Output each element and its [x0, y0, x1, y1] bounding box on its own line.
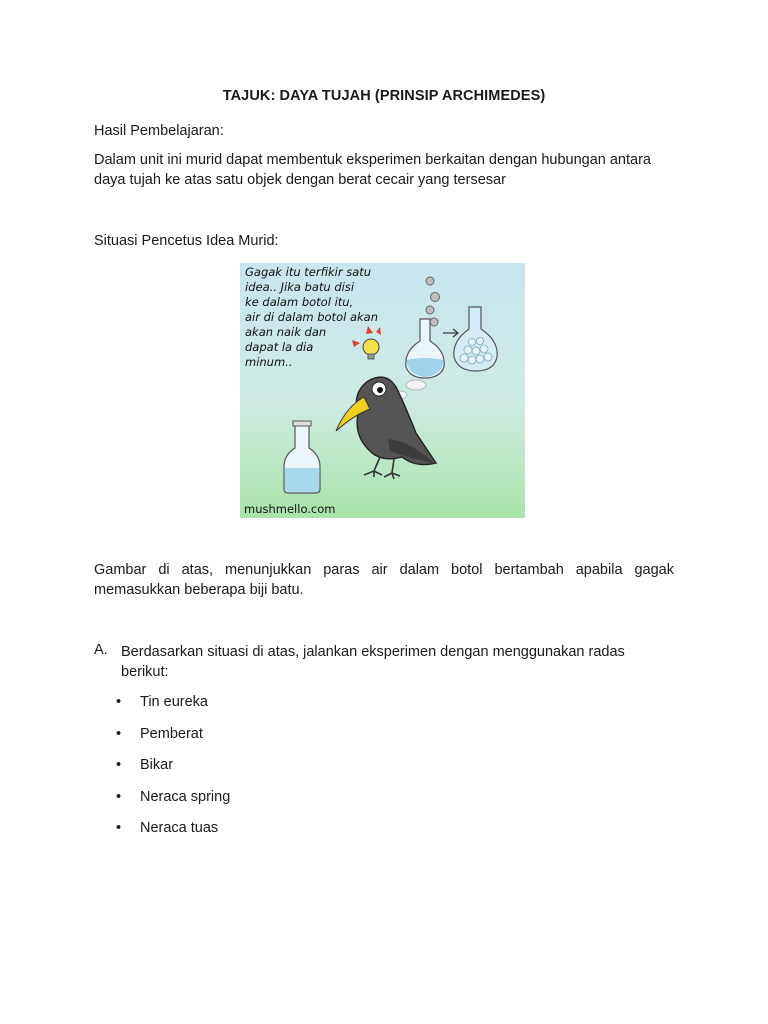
- bullet-icon: •: [116, 757, 122, 773]
- list-item-label: Bikar: [140, 757, 174, 773]
- question-label: A.: [94, 642, 108, 658]
- list-item-label: Neraca spring: [140, 789, 231, 805]
- caption-line: ke dalam botol itu,: [245, 295, 354, 309]
- caption-line: air di dalam botol akan: [245, 310, 378, 324]
- learning-outcome-heading: Hasil Pembelajaran:: [94, 123, 224, 139]
- situation-heading: Situasi Pencetus Idea Murid:: [94, 233, 279, 249]
- caption-line: akan naik dan: [245, 325, 327, 339]
- list-item-label: Neraca tuas: [140, 820, 219, 836]
- question-text: Berdasarkan situasi di atas, jalankan eksperimen dengan menggunakan radas berikut:: [121, 644, 625, 680]
- illustration-watermark: mushmello.com: [244, 502, 336, 516]
- bullet-icon: •: [116, 820, 122, 836]
- bullet-icon: •: [116, 726, 122, 742]
- bullet-icon: •: [116, 694, 122, 710]
- list-item-label: Tin eureka: [140, 694, 208, 710]
- document-title: TAJUK: DAYA TUJAH (PRINSIP ARCHIMEDES): [222, 88, 546, 104]
- caption-line: minum..: [245, 355, 293, 369]
- bullet-icon: •: [116, 789, 122, 805]
- list-item-label: Pemberat: [140, 726, 203, 742]
- illustration-svg: [240, 263, 525, 518]
- caption-line: idea.. Jika batu disi: [245, 280, 355, 294]
- caption-line: Gagak itu terfikir satu: [245, 265, 372, 279]
- learning-outcome-text: Dalam unit ini murid dapat membentuk eksperimen berkaitan dengan hubungan antara daya tujah ke atas satu objek dengan berat cecair yang tersesar: [94, 152, 651, 188]
- caption-line: dapat la dia: [245, 340, 314, 354]
- crow-bottle-illustration: [240, 263, 525, 518]
- figure-description: Gambar di atas, menunjukkan paras air dalam botol bertambah apabila gagak memasukkan beberapa biji batu.: [94, 562, 674, 598]
